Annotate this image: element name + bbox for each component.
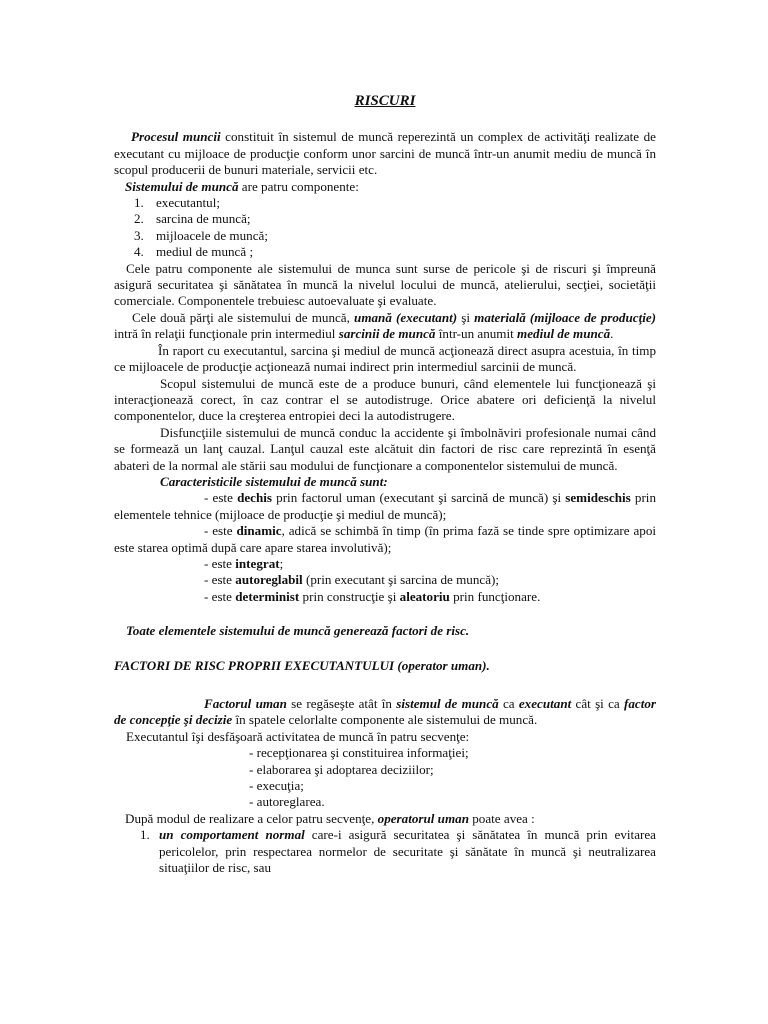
term-semi-open: semideschis — [565, 490, 631, 506]
paragraph-two-parts — [114, 310, 656, 343]
paragraph-text: . — [610, 326, 614, 342]
paragraph-human-factor — [114, 696, 656, 729]
list-item: - autoreglarea. — [249, 794, 325, 810]
list-label — [159, 827, 656, 876]
paragraph-text: - este — [204, 490, 238, 506]
term-work-process: Procesul muncii — [131, 129, 221, 145]
paragraph-text: constituit în sistemul de muncă reperezintă un complex de activităţi realizate de executant cu mijloace de producţie conform unor sarcini de muncă într-un anumit mediu de muncă în scopul producerii de bunuri materiale, servicii etc. — [114, 129, 656, 178]
list-item: - elaborarea şi adoptarea deciziilor; — [249, 761, 434, 777]
paragraph-text: poate avea : — [468, 810, 535, 826]
characteristics-heading-text: Caracteristicile sistemului de muncă sunt: — [160, 473, 388, 489]
paragraph-text: prin elementele tehnice (mijloace de producţie şi mediul de muncă); — [114, 490, 656, 522]
list-item: - recepţionarea şi constituirea informaţiei; — [249, 745, 469, 761]
paragraph-executant-relation: În raport cu executantul, sarcina şi mediul de muncă acţionează direct asupra acestuia, în timp ce mijloacele de producţie acţionează numai indirect prin intermediul sarcinii de muncă. — [114, 342, 656, 375]
term-material-part: materială (mijloace de producţie) — [474, 309, 657, 325]
paragraph-text: , adică se schimbă în timp (în prima fază se tinde spre optimizare apoi este starea optimă după care apare starea involutivă); — [114, 523, 656, 555]
term-open: dechis — [237, 490, 272, 506]
characteristic-integrated — [114, 556, 656, 572]
paragraph-work-process — [114, 129, 656, 178]
risk-statement-text: Toate elementele sistemului de muncă generează factori de risc. — [126, 623, 470, 639]
term-work-system: sistemul de muncă — [396, 696, 499, 711]
paragraph-text: într-un anumit — [435, 326, 518, 342]
characteristic-deterministic — [114, 589, 656, 605]
list-item — [114, 211, 656, 227]
section-heading — [114, 658, 656, 674]
paragraph-text: - este — [204, 523, 237, 539]
paragraph-text: - este — [204, 588, 236, 604]
risk-statement — [114, 623, 656, 639]
paragraph-text: Cele două părţi ale sistemului de muncă, — [132, 309, 355, 325]
characteristic-open — [114, 490, 656, 523]
paragraph-text: ca — [498, 696, 519, 711]
paragraph-components-intro — [114, 179, 656, 195]
paragraph-text: - este — [204, 555, 236, 571]
term-dynamic: dinamic — [236, 523, 282, 539]
paragraph-text: ; — [279, 555, 284, 571]
characteristic-self-regulating — [114, 572, 656, 588]
list-number: 3. — [134, 227, 144, 243]
list-number: 1. — [140, 827, 150, 843]
paragraph-text: (prin executant şi sarcina de muncă); — [302, 572, 500, 588]
characteristic-dynamic — [114, 523, 656, 556]
paragraph-text: - este — [204, 572, 236, 588]
paragraph-behaviour-intro — [114, 811, 656, 827]
term-work-environment: mediul de muncă — [517, 326, 611, 342]
list-label: executantul; — [156, 195, 220, 211]
list-item: - execuţia; — [249, 778, 304, 794]
term-deterministic: determinist — [235, 588, 300, 604]
term-human-operator: operatorul uman — [377, 810, 469, 826]
list-label: sarcina de muncă; — [156, 211, 251, 227]
list-item — [114, 244, 656, 260]
term-self-regulating: autoreglabil — [235, 572, 303, 588]
term-human-part: umană (executant) — [354, 309, 458, 325]
list-number: 2. — [134, 211, 144, 227]
list-item — [114, 195, 656, 211]
section-heading-text: FACTORI DE RISC PROPRII EXECUTANTULUI (operator uman). — [114, 657, 490, 673]
page-title: RISCURI — [354, 93, 416, 109]
components-list — [114, 195, 656, 261]
paragraph-text: După modul de realizare a celor patru secvenţe, — [125, 810, 378, 826]
paragraph-text: intră în relaţii funcţionale prin intermediul — [114, 326, 339, 342]
paragraph-text: prin factorul uman (executant şi sarcină de muncă) şi — [271, 490, 566, 506]
list-number: 4. — [134, 244, 144, 260]
behaviour-item — [114, 827, 656, 876]
paragraph-text: are patru componente: — [238, 178, 359, 194]
paragraph-sequences-intro: Executantul îşi desfăşoară activitatea de muncă în patru secvenţe: — [126, 728, 470, 744]
paragraph-text: cât şi ca — [571, 696, 624, 711]
paragraph-text: se regăseşte atât în — [286, 696, 397, 711]
paragraph-text: şi — [457, 309, 475, 325]
list-number: 1. — [134, 195, 144, 211]
term-human-factor: Factorul uman — [204, 696, 287, 711]
term-normal-behaviour: un comportament normal — [159, 827, 305, 843]
sequences-list — [114, 745, 656, 811]
paragraph-text: prin construcţie şi — [299, 588, 400, 604]
list-label: mediul de muncă ; — [156, 244, 254, 260]
term-integrated: integrat — [235, 555, 280, 571]
term-design-factor: factor de concepţie şi decizie — [114, 696, 656, 728]
paragraph-text: în spatele celorlalte componente ale sistemului de muncă. — [232, 712, 538, 728]
term-executant: executant — [518, 696, 572, 711]
paragraph-system-purpose: Scopul sistemului de muncă este de a produce bunuri, când elementele lui funcţionează şi interacţionează corect, în caz contrar el se autodistruge. Orice abatere ori deficienţă la nivelul componentelor, duce la creşterea entropiei deci la autodistrugere. — [114, 375, 656, 424]
paragraph-text: prin funcţionare. — [449, 588, 541, 604]
list-label: mijloacele de muncă; — [156, 227, 268, 243]
paragraph-text: care-i asigură securitatea şi sănătatea în muncă prin evitarea pericolelor, prin respectarea normelor de securitate şi sănătate în muncă şi neutralizarea situaţiilor de risc, sau — [159, 827, 656, 876]
term-work-system: Sistemului de muncă — [125, 178, 239, 194]
document-body — [114, 93, 656, 876]
characteristics-heading — [114, 474, 656, 490]
term-work-task: sarcinii de muncă — [338, 326, 436, 342]
term-random: aleatoriu — [399, 588, 450, 604]
paragraph-hazard-sources: Cele patru componente ale sistemului de munca sunt surse de pericole şi de riscuri şi împreună asigură securitatea şi sănătatea în muncă la nivelul locului de muncă, atelierului, secţiei, societăţii comerciale. Componentele trebuiesc autoevaluate şi evaluate. — [114, 260, 656, 309]
list-item — [114, 228, 656, 244]
paragraph-dysfunctions: Disfuncţiile sistemului de muncă conduc la accidente şi îmbolnăviri profesionale numai când se formează un lanţ cauzal. Lanţul cauzal este alcătuit din factori de risc care reprezintă în esenţă abateri de la normal ale stării sau modului de funcţionare a componentelor sistemului de muncă. — [114, 424, 656, 473]
